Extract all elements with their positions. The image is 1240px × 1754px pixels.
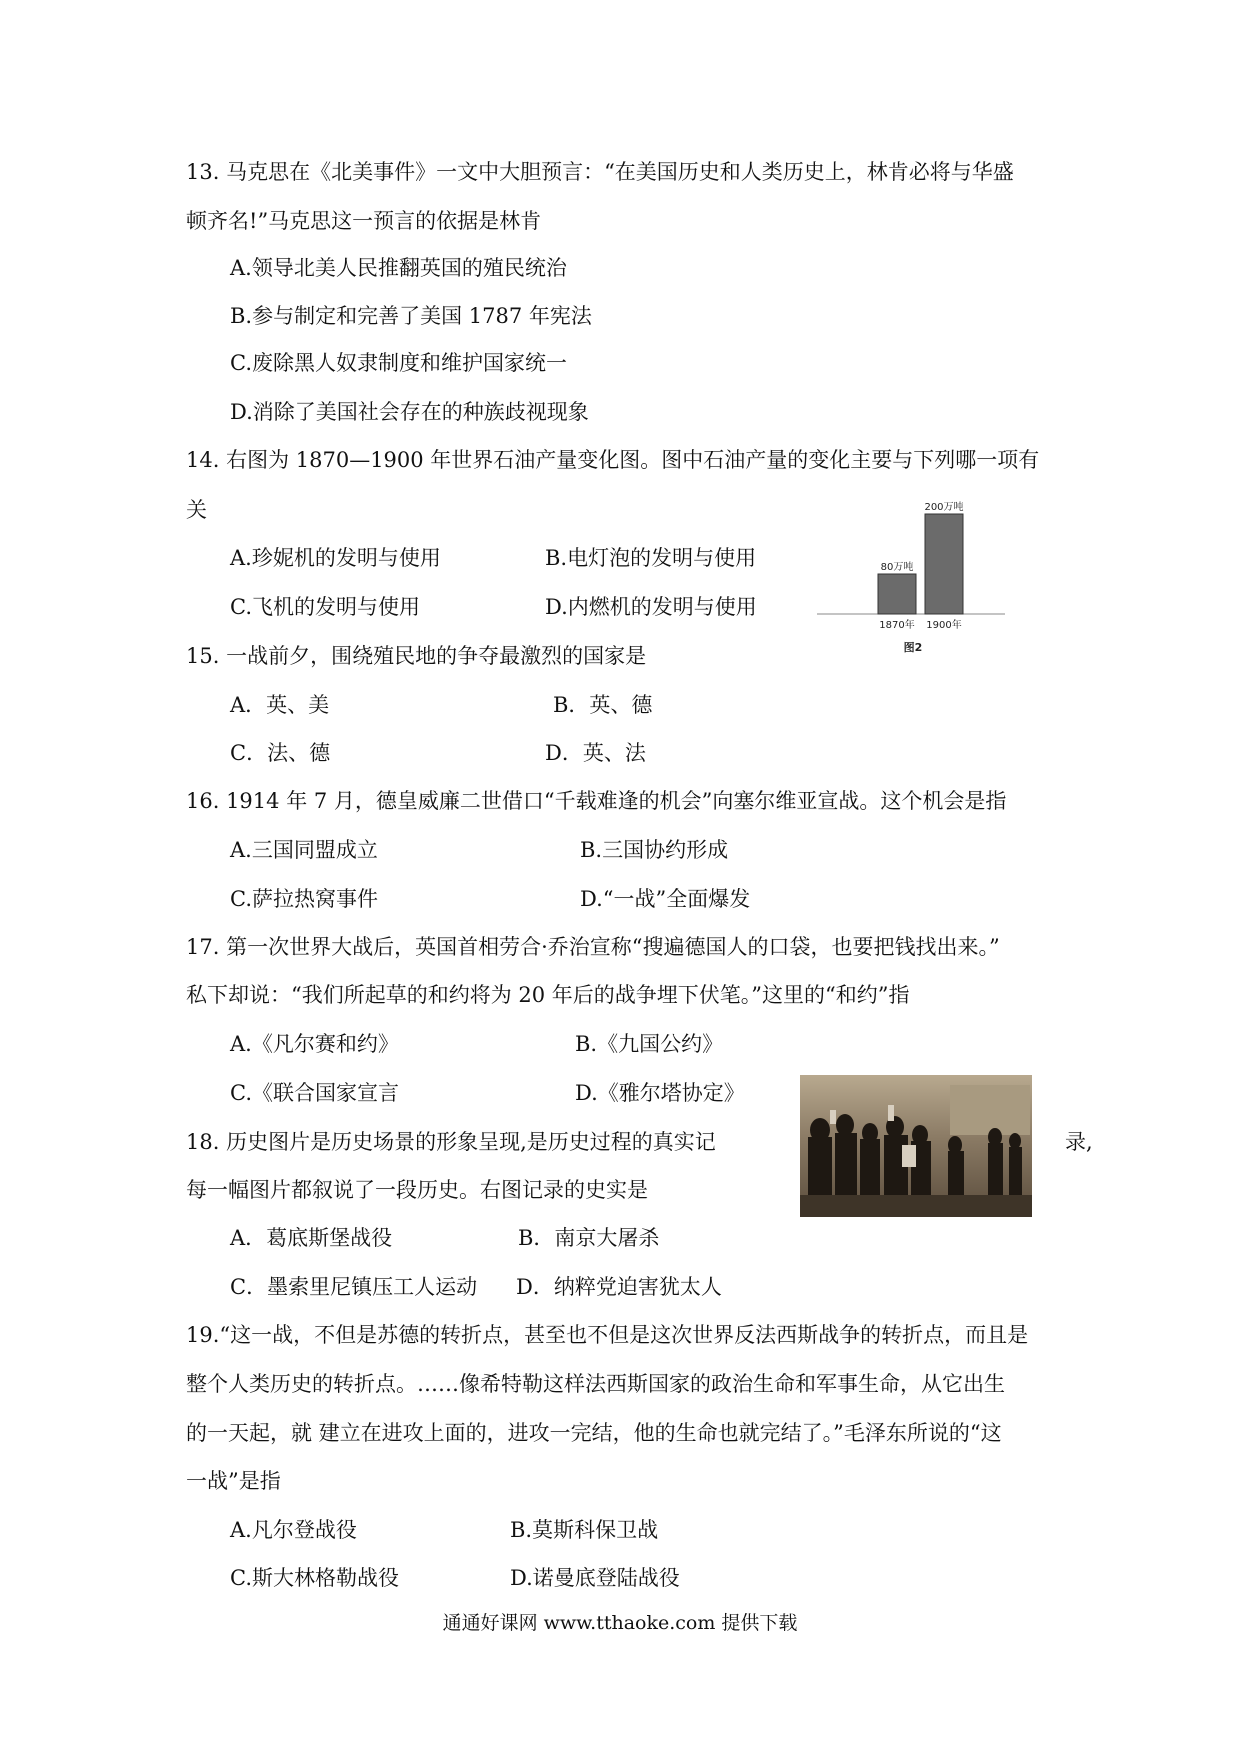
q16-stem: 16. 1914 年 7 月，德皇威廉二世借口“千载难逢的机会”向塞尔维亚宣战。这个机会是指 (186, 789, 1007, 813)
q13-option-c: C.废除黑人奴隶制度和维护国家统一 (230, 351, 567, 375)
q13-option-a: A.领导北美人民推翻英国的殖民统治 (230, 256, 567, 280)
q19-stem-line1: 19.“这一战，不但是苏德的转折点，甚至也不但是这次世界反法西斯战争的转折点，而且是 (186, 1323, 1029, 1347)
q17-option-a: A.《凡尔赛和约》 (230, 1032, 399, 1056)
q18-stem-line1-left: 18. 历史图片是历史场景的形象呈现,是历史过程的真实记 (186, 1130, 716, 1154)
q17-stem-line2: 私下却说：“我们所起草的和约将为 20 年后的战争埋下伏笔。”这里的“和约”指 (186, 983, 910, 1007)
q16-option-a: A.三国同盟成立 (230, 838, 378, 862)
q19-option-c: C.斯大林格勒战役 (230, 1566, 399, 1590)
q15-option-b: B．英、德 (553, 693, 653, 717)
x-tick-label: 1870年 (879, 620, 915, 631)
q13-stem-line2: 顿齐名!”马克思这一预言的依据是林肯 (186, 209, 542, 233)
q14-option-b: B.电灯泡的发明与使用 (545, 546, 757, 570)
q17-stem-line1: 17. 第一次世界大战后，英国首相劳合·乔治宣称“搜遍德国人的口袋，也要把钱找出来。” (186, 935, 1000, 959)
q15-option-c: C．法、德 (230, 741, 331, 765)
q14-option-a: A.珍妮机的发明与使用 (230, 546, 441, 570)
q13-option-d: D.消除了美国社会存在的种族歧视现象 (230, 400, 589, 424)
q15-option-d: D．英、法 (545, 741, 646, 765)
historical-photo (800, 1075, 1032, 1217)
x-tick-label: 1900年 (926, 620, 962, 631)
q18-option-c: C．墨索里尼镇压工人运动 (230, 1275, 478, 1299)
q16-option-c: C.萨拉热窝事件 (230, 887, 378, 911)
q14-option-d: D.内燃机的发明与使用 (545, 595, 757, 619)
bar-data-label: 80万吨 (880, 562, 914, 573)
oil-production-chart (815, 495, 1010, 670)
bar-1870年 (878, 574, 916, 614)
chart-title: 图2 (903, 641, 923, 654)
q16-option-b: B.三国协约形成 (580, 838, 729, 862)
q18-option-d: D．纳粹党迫害犹太人 (516, 1275, 722, 1299)
q14-stem-line2: 关 (186, 498, 207, 522)
q18-stem-line1-right: 录, (1065, 1130, 1093, 1154)
q14-stem-line1: 14. 右图为 1870—1900 年世界石油产量变化图。图中石油产量的变化主要与下列哪一项有 (186, 448, 1040, 472)
q19-option-b: B.莫斯科保卫战 (510, 1518, 659, 1542)
q19-stem-line3: 的一天起，就 建立在进攻上面的，进攻一完结，他的生命也就完结了。”毛泽东所说的“这 (186, 1421, 1002, 1445)
q19-option-a: A.凡尔登战役 (230, 1518, 357, 1542)
q15-stem: 15. 一战前夕，围绕殖民地的争夺最激烈的国家是 (186, 644, 647, 668)
q19-stem-line4: 一战”是指 (186, 1469, 281, 1493)
q18-stem-line2: 每一幅图片都叙说了一段历史。右图记录的史实是 (186, 1178, 648, 1202)
footer-source: 通通好课网 www.tthaoke.com 提供下载 (442, 1612, 798, 1634)
q17-option-c: C.《联合国家宣言 (230, 1081, 399, 1105)
q13-stem-line1: 13. 马克思在《北美事件》一文中大胆预言：“在美国历史和人类历史上，林肯必将与华盛 (186, 160, 1014, 184)
q18-option-a: A．葛底斯堡战役 (230, 1226, 393, 1250)
bar-1900年 (925, 514, 963, 614)
q17-option-d: D.《雅尔塔协定》 (575, 1081, 745, 1105)
q15-option-a: A．英、美 (230, 693, 330, 717)
q16-option-d: D.“一战”全面爆发 (580, 887, 751, 911)
q19-stem-line2: 整个人类历史的转折点。……像希特勒这样法西斯国家的政治生命和军事生命，从它出生 (186, 1372, 1005, 1396)
q14-option-c: C.飞机的发明与使用 (230, 595, 420, 619)
bar-data-label: 200万吨 (924, 502, 964, 513)
q13-option-b: B.参与制定和完善了美国 1787 年宪法 (230, 304, 592, 328)
q18-option-b: B．南京大屠杀 (518, 1226, 660, 1250)
q17-option-b: B.《九国公约》 (575, 1032, 724, 1056)
q19-option-d: D.诺曼底登陆战役 (510, 1566, 680, 1590)
